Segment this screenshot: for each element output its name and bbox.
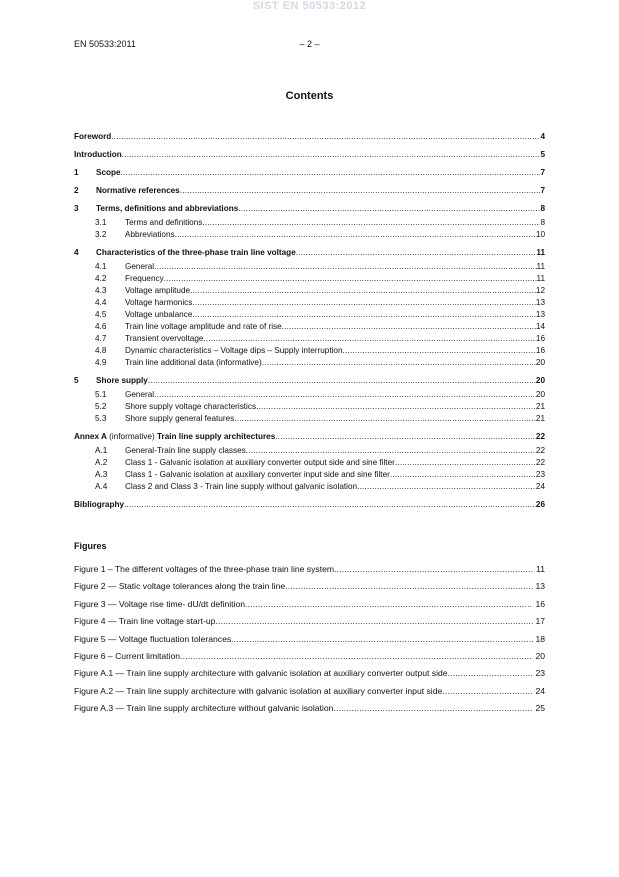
toc-entry[interactable] <box>74 273 545 285</box>
toc-entry-title <box>96 203 238 215</box>
toc-entry-number: 4.4 <box>95 298 107 307</box>
toc-entry[interactable] <box>74 499 545 511</box>
figure-entry-title: Figure A.2 — Train line supply architecture with galvanic isolation at auxiliary converter input side <box>74 685 443 696</box>
toc-entry-page: 13 <box>535 310 545 319</box>
toc-entry-page: 11 <box>536 248 545 257</box>
toc-entry-title <box>125 457 395 469</box>
toc-entry-title-text: General-Train line supply classes <box>125 446 246 455</box>
toc-entry[interactable] <box>74 217 545 229</box>
figure-entry[interactable] <box>74 613 545 630</box>
figure-entry[interactable] <box>74 631 545 648</box>
toc-entry-title-text: Voltage unbalance <box>125 310 193 319</box>
toc-entry-page: 11 <box>536 262 545 271</box>
figure-entry-title: Figure 1 – The different voltages of the three-phase train line system <box>74 564 335 574</box>
toc-entry[interactable] <box>74 167 545 179</box>
dot-leader <box>357 481 536 493</box>
dot-leader <box>282 321 536 333</box>
toc-entry-title-text: Voltage amplitude <box>125 286 191 295</box>
toc-entry-title <box>74 149 122 161</box>
dot-leader <box>111 131 540 143</box>
toc-entry-page: 22 <box>535 458 545 467</box>
toc-entry-title-text: Foreword <box>74 132 112 141</box>
toc-entry-title <box>125 445 246 457</box>
toc-entry-page: 13 <box>535 298 545 307</box>
dot-leader <box>164 273 537 285</box>
toc-entry-number: 4.5 <box>95 310 107 319</box>
figure-entry-page: 20 <box>535 650 545 661</box>
toc-entry-title-text: Shore supply voltage characteristics <box>125 402 257 411</box>
toc-entry-title-text: General <box>125 262 155 271</box>
toc-entry-title-text: Shore supply <box>96 376 148 385</box>
dot-leader <box>333 700 533 717</box>
toc-entry-title <box>74 131 111 143</box>
toc-entry-title-text: Dynamic characteristics – Voltage dips – Supply interruption <box>125 346 343 355</box>
figure-entry[interactable] <box>74 683 545 700</box>
toc-entry[interactable] <box>74 389 545 401</box>
toc-entry-title <box>74 431 275 443</box>
toc-entry[interactable] <box>74 321 545 333</box>
page-number: – 2 – <box>299 39 320 49</box>
toc-entry-number: 4.3 <box>95 286 107 295</box>
dot-leader <box>343 345 536 357</box>
page-title: Contents <box>285 90 334 102</box>
toc-entry-title-text: Train line additional data (informative) <box>125 358 262 367</box>
toc-entry[interactable] <box>74 285 545 297</box>
figure-entry[interactable] <box>74 561 545 578</box>
toc-entry-title <box>125 389 154 401</box>
dot-leader <box>275 431 536 443</box>
dot-leader <box>192 309 536 321</box>
figure-entry-title: Figure A.3 — Train line supply architecture without galvanic isolation <box>74 703 334 714</box>
toc-entry-number: A.4 <box>95 482 108 491</box>
toc-entry-page: 20 <box>535 376 545 385</box>
figure-entry[interactable] <box>74 596 545 613</box>
toc-entry-title <box>125 333 203 345</box>
toc-entry-title-text: Bibliography <box>74 500 125 509</box>
dot-leader <box>192 297 536 309</box>
dot-leader <box>285 578 533 595</box>
figure-entry[interactable] <box>74 665 545 682</box>
toc-entry-title <box>125 321 282 333</box>
toc-entry-title-note: (informative) <box>106 432 157 441</box>
toc-entry[interactable] <box>74 185 545 197</box>
toc-entry-number: 4.7 <box>95 334 107 343</box>
toc-entry-title-text: Characteristics of the three-phase train line voltage <box>96 248 296 257</box>
toc-entry-title-text: Voltage harmonics <box>125 298 193 307</box>
toc-entry[interactable] <box>74 229 545 241</box>
figure-entry[interactable] <box>74 648 545 665</box>
toc-entry-title-text: Class 1 - Galvanic isolation at auxiliary converter input side and sine filter <box>125 470 390 479</box>
table-of-contents <box>74 131 545 511</box>
toc-entry-title-text: Introduction <box>74 150 122 159</box>
toc-entry-title <box>125 273 164 285</box>
toc-entry[interactable] <box>74 457 545 469</box>
toc-entry-page: 23 <box>535 470 545 479</box>
toc-entry-title-text: Abbreviations <box>125 230 175 239</box>
toc-entry-page: 5 <box>540 150 545 159</box>
toc-entry-number: 4.9 <box>95 358 107 367</box>
toc-entry-number: 3.1 <box>95 218 107 227</box>
dot-leader <box>238 203 540 215</box>
toc-entry-number: A.1 <box>95 446 108 455</box>
list-of-figures <box>74 561 545 718</box>
toc-entry-title <box>125 401 256 413</box>
toc-entry[interactable] <box>74 149 545 161</box>
toc-entry-title-text: Annex A <box>74 432 107 441</box>
toc-entry-title-text: Train line voltage amplitude and rate of rise <box>125 322 282 331</box>
toc-entry-title <box>125 309 192 321</box>
toc-entry-number: 4.6 <box>95 322 107 331</box>
toc-entry-number: 4.2 <box>95 274 107 283</box>
toc-entry-page: 22 <box>535 432 545 441</box>
figure-entry-title: Figure A.1 — Train line supply architecture with galvanic isolation at auxiliary converter output side <box>74 668 448 679</box>
toc-entry-page: 7 <box>540 168 545 177</box>
toc-entry-title-text: Class 2 and Class 3 - Train line supply without galvanic isolation <box>125 482 358 491</box>
dot-leader <box>334 561 534 578</box>
figure-entry-page: 18 <box>535 633 545 644</box>
toc-entry[interactable] <box>74 431 545 443</box>
toc-entry-title <box>96 185 180 197</box>
toc-entry-number: 4 <box>74 248 79 257</box>
toc-entry[interactable] <box>74 297 545 309</box>
toc-entry-title <box>125 413 234 425</box>
dot-leader <box>246 445 536 457</box>
toc-entry-page: 12 <box>535 286 545 295</box>
toc-entry-number: 2 <box>74 186 79 195</box>
toc-entry-number: A.3 <box>95 470 108 479</box>
toc-entry[interactable] <box>74 375 545 387</box>
dot-leader <box>154 261 536 273</box>
toc-entry-page: 20 <box>535 358 545 367</box>
dot-leader <box>390 469 536 481</box>
dot-leader <box>121 167 541 179</box>
dot-leader <box>175 229 536 241</box>
dot-leader <box>190 285 536 297</box>
figure-entry-title: Figure 2 — Static voltage tolerances along the train line <box>74 581 286 592</box>
toc-entry[interactable] <box>74 131 545 143</box>
figure-entry-page: 13 <box>535 581 545 592</box>
toc-entry-page: 10 <box>535 230 545 239</box>
dot-leader <box>154 389 536 401</box>
toc-entry-title <box>125 261 154 273</box>
dot-leader <box>256 401 536 413</box>
toc-entry-page: 4 <box>540 132 545 141</box>
toc-entry-page: 11 <box>536 274 545 283</box>
dot-leader <box>448 665 534 682</box>
dot-leader <box>203 333 535 345</box>
toc-entry[interactable] <box>74 401 545 413</box>
toc-entry[interactable] <box>74 357 545 369</box>
toc-entry-number: 4.1 <box>95 262 107 271</box>
toc-entry-number: 4.8 <box>95 346 107 355</box>
toc-entry-title-text: Transient overvoltage <box>125 334 204 343</box>
toc-entry-number: A.2 <box>95 458 108 467</box>
figure-entry-page: 23 <box>535 668 545 679</box>
toc-entry[interactable] <box>74 309 545 321</box>
toc-entry[interactable] <box>74 333 545 345</box>
toc-entry-title-text: Class 1 - Galvanic isolation at auxiliary converter output side and sine filter <box>125 458 395 467</box>
toc-entry[interactable] <box>74 203 545 215</box>
dot-leader <box>124 499 536 511</box>
dot-leader <box>122 149 541 161</box>
toc-entry-page: 26 <box>535 500 545 509</box>
toc-entry-title <box>96 375 148 387</box>
toc-entry[interactable] <box>74 345 545 357</box>
toc-entry-title <box>74 499 124 511</box>
document-id: EN 50533:2011 <box>74 39 136 49</box>
toc-entry-title <box>125 217 202 229</box>
dot-leader <box>180 185 541 197</box>
figure-entry-page: 25 <box>535 703 545 714</box>
dot-leader <box>148 375 536 387</box>
toc-entry-page: 21 <box>535 402 545 411</box>
toc-entry-title-text: General <box>125 390 155 399</box>
dot-leader <box>215 613 533 630</box>
toc-entry-title-tail: Train line supply architectures <box>156 432 276 441</box>
toc-entry-title-text: Terms, definitions and abbreviations <box>96 204 239 213</box>
toc-entry[interactable] <box>74 261 545 273</box>
toc-entry-page: 24 <box>535 482 545 491</box>
toc-entry-title <box>125 229 175 241</box>
toc-entry-number: 5.1 <box>95 390 107 399</box>
figure-entry-page: 17 <box>535 616 545 627</box>
dot-leader <box>234 413 536 425</box>
figure-entry-title: Figure 6 – Current limitation <box>74 650 181 661</box>
dot-leader <box>262 357 536 369</box>
toc-entry-title <box>125 469 390 481</box>
toc-entry[interactable] <box>74 469 545 481</box>
toc-entry-number: 5.2 <box>95 402 107 411</box>
toc-entry-page: 8 <box>540 204 545 213</box>
toc-entry-title <box>96 247 296 259</box>
toc-entry-number: 5.3 <box>95 414 107 423</box>
toc-entry-page: 16 <box>535 346 545 355</box>
toc-entry-page: 21 <box>535 414 545 423</box>
watermark: SIST EN 50533:2012 <box>252 0 367 12</box>
toc-entry-title <box>125 285 190 297</box>
toc-entry-page: 8 <box>540 218 545 227</box>
toc-entry-title <box>125 357 262 369</box>
figure-entry[interactable] <box>74 578 545 595</box>
figure-entry-title: Figure 3 — Voltage rise time- dU/dt definition <box>74 598 246 609</box>
figure-entry-page: 11 <box>536 564 545 574</box>
toc-entry-number: 3.2 <box>95 230 107 239</box>
figure-entry-page: 24 <box>535 685 545 696</box>
dot-leader <box>296 247 537 259</box>
toc-entry-page: 22 <box>535 446 545 455</box>
dot-leader <box>245 596 533 613</box>
toc-entry-number: 1 <box>74 168 79 177</box>
toc-entry-page: 16 <box>535 334 545 343</box>
toc-entry-title-text: Frequency <box>125 274 164 283</box>
toc-entry-title <box>125 345 343 357</box>
toc-entry-title-text: Shore supply general features <box>125 414 235 423</box>
figure-entry-title: Figure 4 — Train line voltage start-up <box>74 616 216 627</box>
toc-entry-title <box>125 297 192 309</box>
dot-leader <box>202 217 540 229</box>
figure-entry-page: 16 <box>535 598 545 609</box>
dot-leader <box>442 683 533 700</box>
toc-entry-page: 14 <box>535 322 545 331</box>
dot-leader <box>180 648 533 665</box>
figure-entry[interactable] <box>74 700 545 717</box>
toc-entry-title-text: Terms and definitions <box>125 218 203 227</box>
toc-entry-title <box>96 167 121 179</box>
toc-entry[interactable] <box>74 413 545 425</box>
toc-entry-page: 7 <box>540 186 545 195</box>
figures-heading: Figures <box>74 541 107 551</box>
toc-entry[interactable] <box>74 247 545 259</box>
toc-entry-number: 5 <box>74 376 79 385</box>
toc-entry-number: 3 <box>74 204 79 213</box>
toc-entry-title-text: Normative references <box>96 186 180 195</box>
dot-leader <box>395 457 536 469</box>
toc-entry-title-text: Scope <box>96 168 121 177</box>
toc-entry[interactable] <box>74 481 545 493</box>
toc-entry-page: 20 <box>535 390 545 399</box>
figure-entry-title: Figure 5 — Voltage fluctuation tolerances <box>74 633 232 644</box>
dot-leader <box>231 631 533 648</box>
toc-entry[interactable] <box>74 445 545 457</box>
toc-entry-title <box>125 481 357 493</box>
